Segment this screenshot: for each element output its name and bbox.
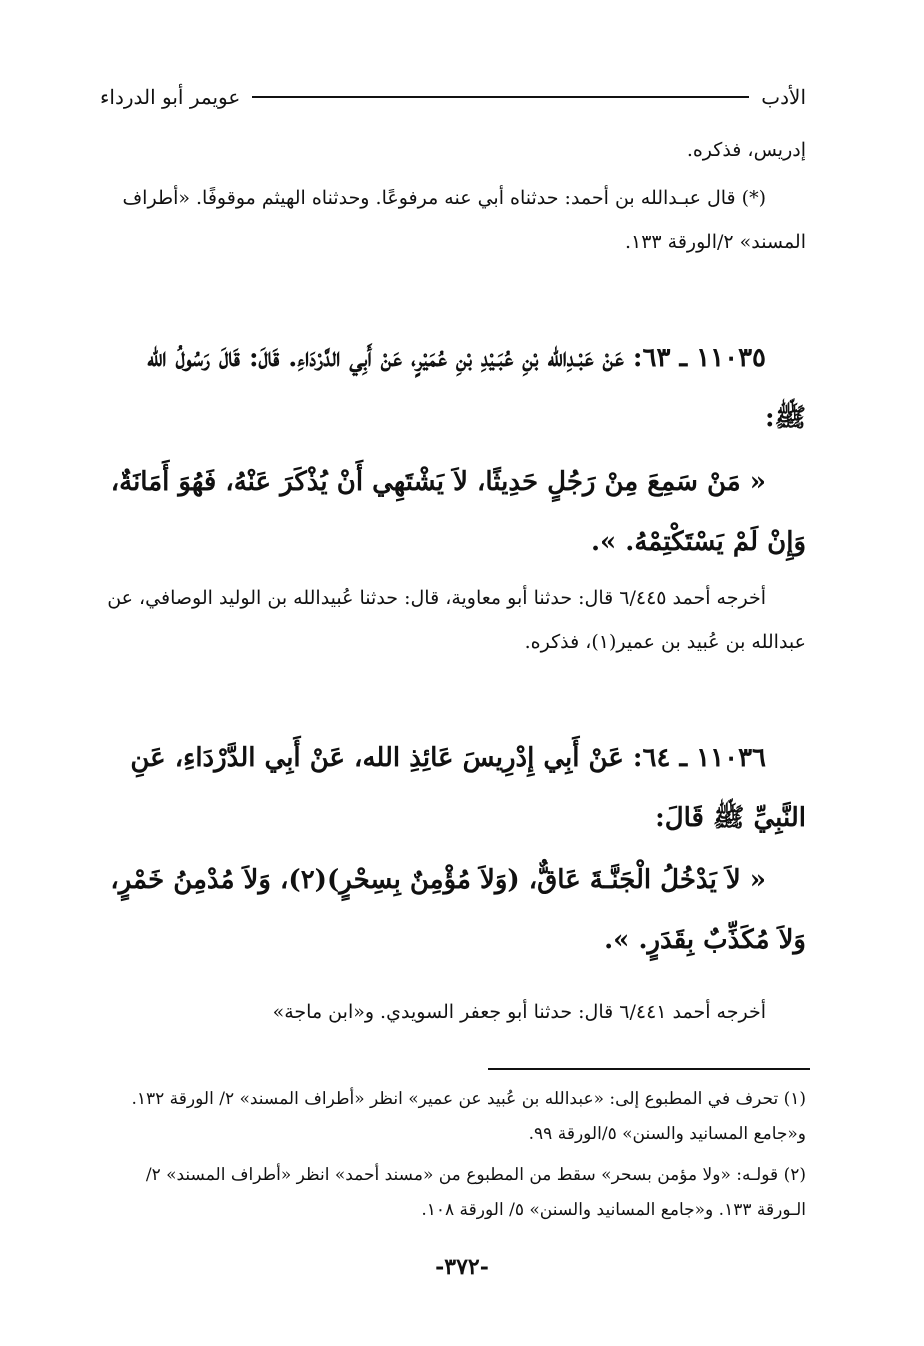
page-number: -٣٧٢- — [435, 1254, 489, 1280]
hadith-64-matn: « لاَ يَدْخُلُ الْجَنَّـةَ عَاقٌّ، (وَلاَ مُؤْمِنٌ بِسِحْرٍ)(٢)، وَلاَ مُدْمِنُ خَمْرٍ، وَلاَ مُكَذِّبٌ بِقَدَرٍ. ». — [110, 865, 806, 955]
hadith-63-matn: « مَنْ سَمِعَ مِنْ رَجُلٍ حَدِيثًا، لاَ يَشْتَهِي أَنْ يُذْكَرَ عَنْهُ، فَهُوَ أَمَانَةٌ، وَإِنْ لَمْ يَسْتَكْتِمْهُ. ». — [110, 467, 806, 557]
footnote-1: (١) تحرف في المطبوع إلى: «عبدالله بن عُبيد عن عمير» انظر «أطراف المسند» ٢/ الورقة ١٣٢. و«جامع المسانيد والسنن» ٥/الورقة ٩٩. — [131, 1089, 806, 1144]
header-rule — [252, 96, 749, 98]
hadith-63-takhrij: أخرجه أحمد ٦/٤٤٥ قال: حدثنا أبو معاوية، قال: حدثنا عُبيدالله بن الوليد الوصافي، عن عبدالله بن عُبيد بن عمير(١)، فذكره. — [107, 587, 806, 653]
footnote-2: (٢) قولـه: «ولا مؤمن بسحر» سقط من المطبوع من «مسند أحمد» انظر «أطراف المسند» ٢/الـورقة ١٣٣. و«جامع المسانيد والسنن» ٥/ الورقة ١٠٨. — [145, 1165, 806, 1220]
hadith-64-takhrij: أخرجه أحمد ٦/٤٤١ قال: حدثنا أبو جعفر السويدي. و«ابن ماجة» — [272, 1001, 766, 1023]
hadith-63-isnad: ١١٠٣٥ ـ ٦٣: عَنْ عَبْـدِالله بْنِ عُبَـيْدِ بْنِ عُمَيْرٍ، عَنْ أَبِي الدَّرْدَاءِ. قَالَ: قَالَ رَسُولُ الله ﷺ: — [147, 343, 806, 433]
subject-title: عويمر أبو الدرداء — [100, 85, 241, 109]
editor-note-paragraph: (*) قال عبـدالله بن أحمد: حدثناه أبي عنه مرفوعًا. وحدثناه الهيثم موقوفًا. «أطراف المسند» ٢/الورقة ١٣٣. — [122, 187, 806, 253]
chapter-title: الأدب — [761, 85, 806, 109]
footnote-separator — [488, 1068, 810, 1070]
continuation-paragraph: إدريس، فذكره. — [686, 139, 806, 161]
hadith-64-isnad: ١١٠٣٦ ـ ٦٤: عَنْ أَبِي إِدْرِيسَ عَائِذِ الله، عَنْ أَبِي الدَّرْدَاءِ، عَنِ النَّبِيِّ ﷺ قَالَ: — [130, 743, 806, 833]
running-head — [100, 80, 806, 114]
